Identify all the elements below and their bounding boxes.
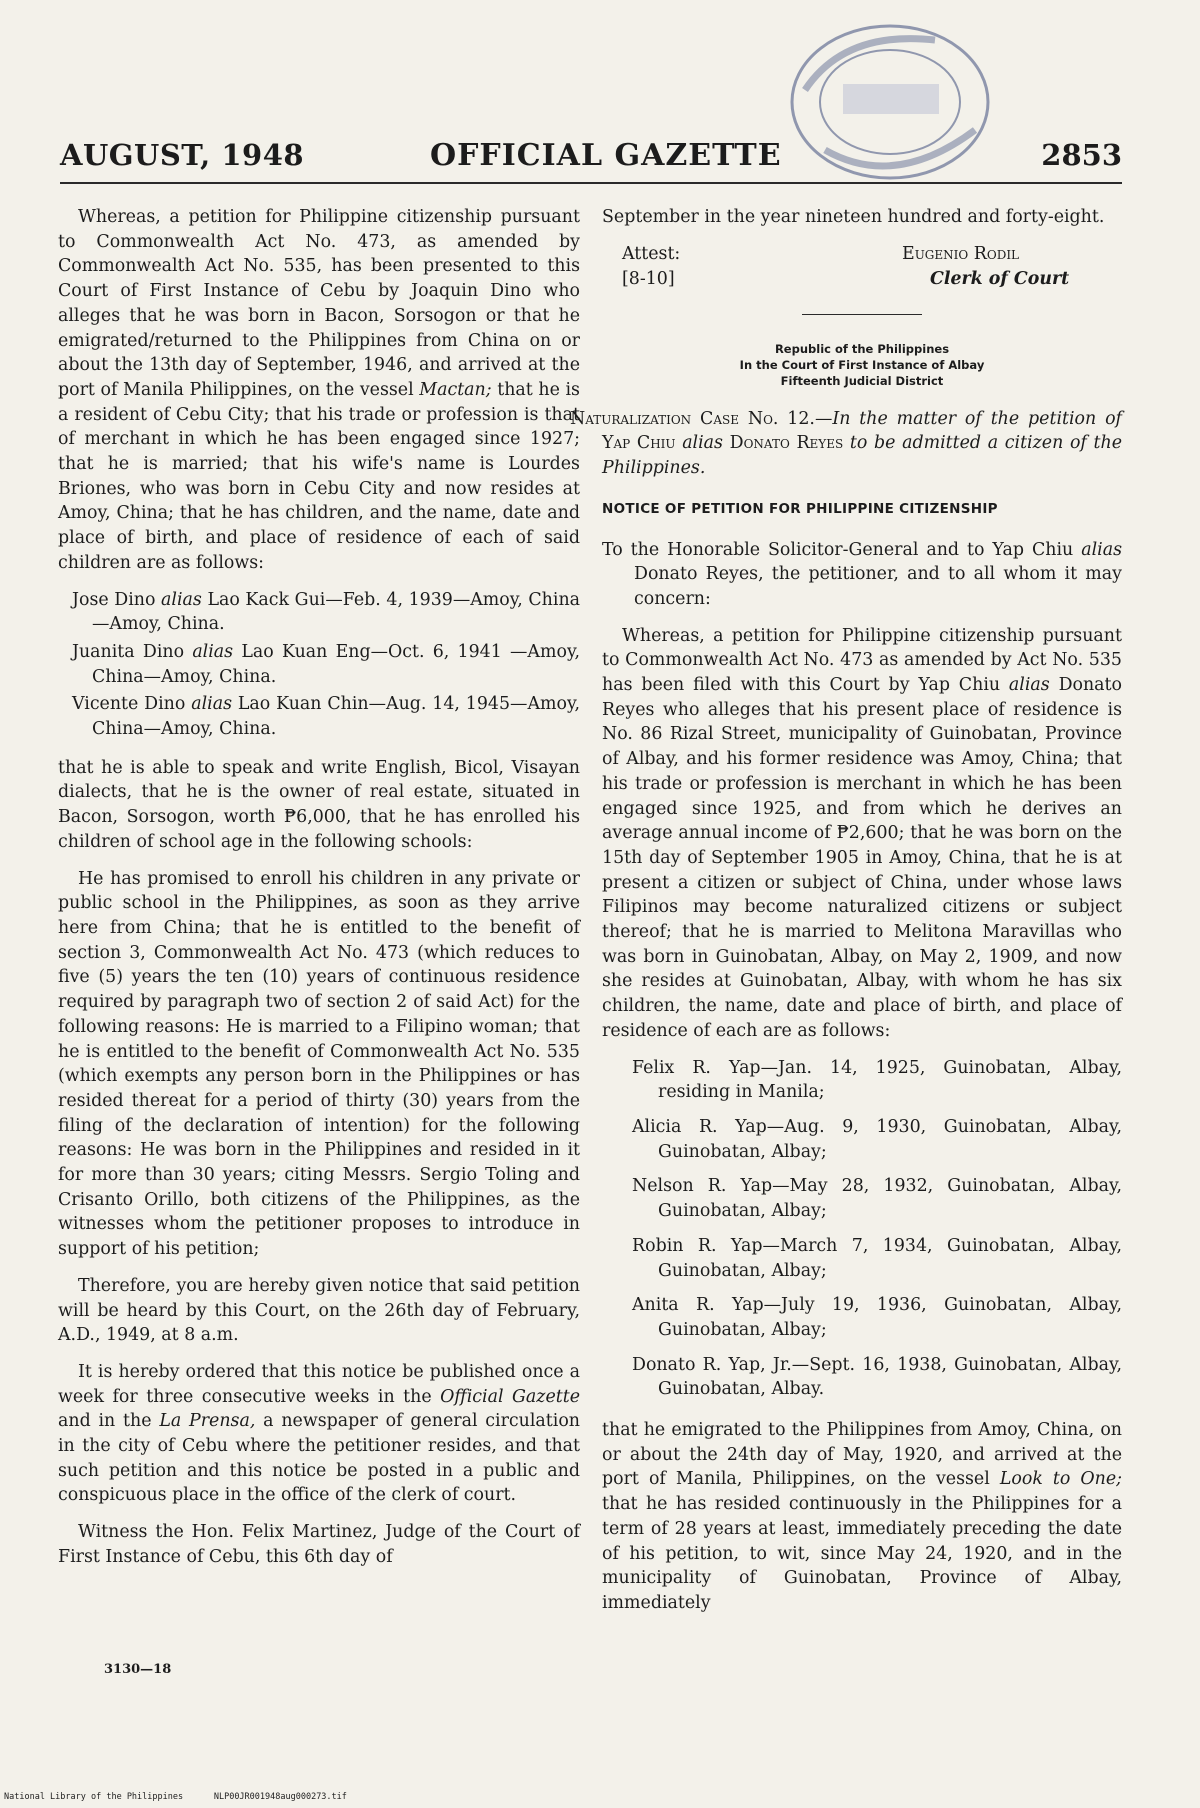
clerk-title: Clerk of Court: [930, 268, 1070, 289]
court-heading: Republic of the Philippines In the Court of First Instance of Albay Fifteenth Judicial District: [739, 341, 985, 388]
list-item: Robin R. Yap—March 7, 1934, Guinobatan, Albay, Guinobatan, Albay;: [632, 1235, 1122, 1281]
paragraph: that he is able to speak and write English, Bicol, Visayan dialects, that he is the owner of real estate, situated in Bacon, Sorsogon, worth ₱6,000, that he has enrolled his children of school age in the following schools:: [58, 757, 580, 852]
list-item: Donato R. Yap, Jr.—Sept. 16, 1938, Guinobatan, Albay, Guinobatan, Albay.: [632, 1354, 1122, 1400]
list-item: Alicia R. Yap—Aug. 9, 1930, Guinobatan, Albay, Guinobatan, Albay;: [632, 1116, 1122, 1162]
paragraph: Whereas, a petition for Philippine citizenship pursuant to Commonwealth Act No. 473 as amended by Act No. 535 has been filed with this Court by Yap Chiu alias Donato Reyes who alleges that his present place of residence is No. 86 Rizal Street, municipality of Guinobatan, Province of Albay, and his former residence was Amoy, China; that his trade or profession is merchant in which he has been engaged since 1925, and from which he derives an average annual income of ₱2,600; that he was born on the 15th day of September 1905 in Amoy, China, that he is at present a citizen or subject of China, under whose laws Filipinos may become naturalized citizens or subject thereof; that he is married to Melitona Maravillas who was born in Guinobatan, Albay, on May 2, 1909, and now she resides at Guinobatan, Albay, with whom he has six children, the name, date and place of birth, and place of residence of each are as follows:: [602, 625, 1123, 1041]
case-title: Naturalization Case No. 12.—In the matter of the petition of Yap Chiu alias Donato Reyes to be admitted a citizen of the Philippines.: [570, 408, 1122, 479]
library-stamp-icon: [785, 20, 1000, 185]
clerk-name: Eugenio Rodil: [902, 243, 1020, 264]
list-item: Felix R. Yap—Jan. 14, 1925, Guinobatan, Albay, residing in Manila;: [632, 1057, 1122, 1103]
paragraph: Therefore, you are hereby given notice that said petition will be heard by this Court, on the 26th day of February, A.D., 1949, at 8 a.m.: [58, 1275, 580, 1346]
paragraph: Whereas, a petition for Philippine citizenship pursuant to Commonwealth Act No. 473, as amended by Commonwealth Act No. 535, has been presented to this Court of First Instance of Cebu by Joaquin Dino who alleges that he was born in Bacon, Sorsogon or that he emigrated/returned to the Philippines from China on or about the 13th day of September, 1946, and arrived at the port of Manila Philippines, on the vessel Mactan; that he is a resident of Cebu City; that his trade or profession is that of merchant in which he has been engaged since 1927; that he is married; that his wife's name is Lourdes Briones, who was born in Cebu City and now resides at Amoy, China; that he has children, and the name, date and place of birth, and place of residence of each of said children are as follows:: [58, 207, 580, 573]
attest-label: Attest:: [622, 243, 681, 264]
left-column: [58, 205, 580, 1582]
attestation-block: [602, 242, 1122, 298]
print-code: 3130—18: [104, 1662, 172, 1677]
paragraph: He has promised to enroll his children in any private or public school in the Philippines, as soon as they arrive here from China; that he is entitled to the benefit of section 3, Commonwealth Act No. 473 (which reduces to five (5) years the ten (10) years of continuous residence required by paragraph two of section 2 of said Act) for the following reasons: He is married to a Filipino woman; that he is entitled to the benefit of Commonwealth Act No. 535 (which exempts any person born in the Philippines or has resided thereat for a period of thirty (30) years from the filing of the declaration of intention) for the following reasons: He was born in the Philippines and resided in it for more than 30 years; citing Messrs. Sergio Toling and Crisanto Orillo, both citizens of the Philippines, as the witnesses whom the petitioner proposes to introduce in support of his petition;: [58, 868, 580, 1260]
scan-footer: [4, 1792, 347, 1802]
publication-title: OFFICIAL GAZETTE: [430, 138, 782, 173]
paragraph: that he emigrated to the Philippines from Amoy, China, on or about the 24th day of May, 1920, and arrived at the port of Manila, Philippines, on the vessel Look to One; that he has resided continuously in the Philippines for a term of 28 years at least, immediately preceding the date of his petition, to wit, since May 24, 1920, and in the municipality of Guinobatan, Province of Albay, immediately: [602, 1420, 1123, 1613]
scan-filename: NLP00JR001948aug000273.tif: [213, 1792, 347, 1802]
list-item: Nelson R. Yap—May 28, 1932, Guinobatan, Albay, Guinobatan, Albay;: [632, 1176, 1122, 1222]
list-item: Anita R. Yap—July 19, 1936, Guinobatan, Albay, Guinobatan, Albay;: [632, 1295, 1122, 1340]
notice-title: NOTICE OF PETITION FOR PHILIPPINE CITIZENSHIP: [602, 500, 998, 517]
list-item: Juanita Dino alias Lao Kuan Eng—Oct. 6, 1941 —Amoy, China—Amoy, China.: [72, 641, 580, 687]
paragraph: It is hereby ordered that this notice be published once a week for three consecutive weeks in the Official Gazette and in the La Prensa, a newspaper of general circulation in the city of Cebu where the petitioner resides, and that such petition and this notice be posted in a public and conspicuous place in the office of the clerk of court.: [58, 1361, 581, 1506]
list-item: Jose Dino alias Lao Kack Gui—Feb. 4, 1939—Amoy, China—Amoy, China.: [72, 589, 581, 635]
paragraph: September in the year nineteen hundred and forty-eight.: [602, 207, 1105, 227]
section-divider: [802, 314, 922, 315]
page-number: 2853: [1041, 138, 1122, 172]
addressee: To the Honorable Solicitor-General and to Yap Chiu alias Donato Reyes, the petitioner, and to all whom it may concern:: [602, 539, 1122, 609]
issue-date: AUGUST, 1948: [60, 138, 305, 172]
paragraph: Witness the Hon. Felix Martinez, Judge of the Court of First Instance of Cebu, this 6th day of: [58, 1522, 580, 1567]
list-item: Vicente Dino alias Lao Kuan Chin—Aug. 14, 1945—Amoy, China—Amoy, China.: [72, 694, 581, 740]
right-column: [570, 205, 1123, 1628]
library-credit: National Library of the Philippines: [4, 1792, 184, 1802]
attest-ref: [8-10]: [622, 268, 675, 289]
